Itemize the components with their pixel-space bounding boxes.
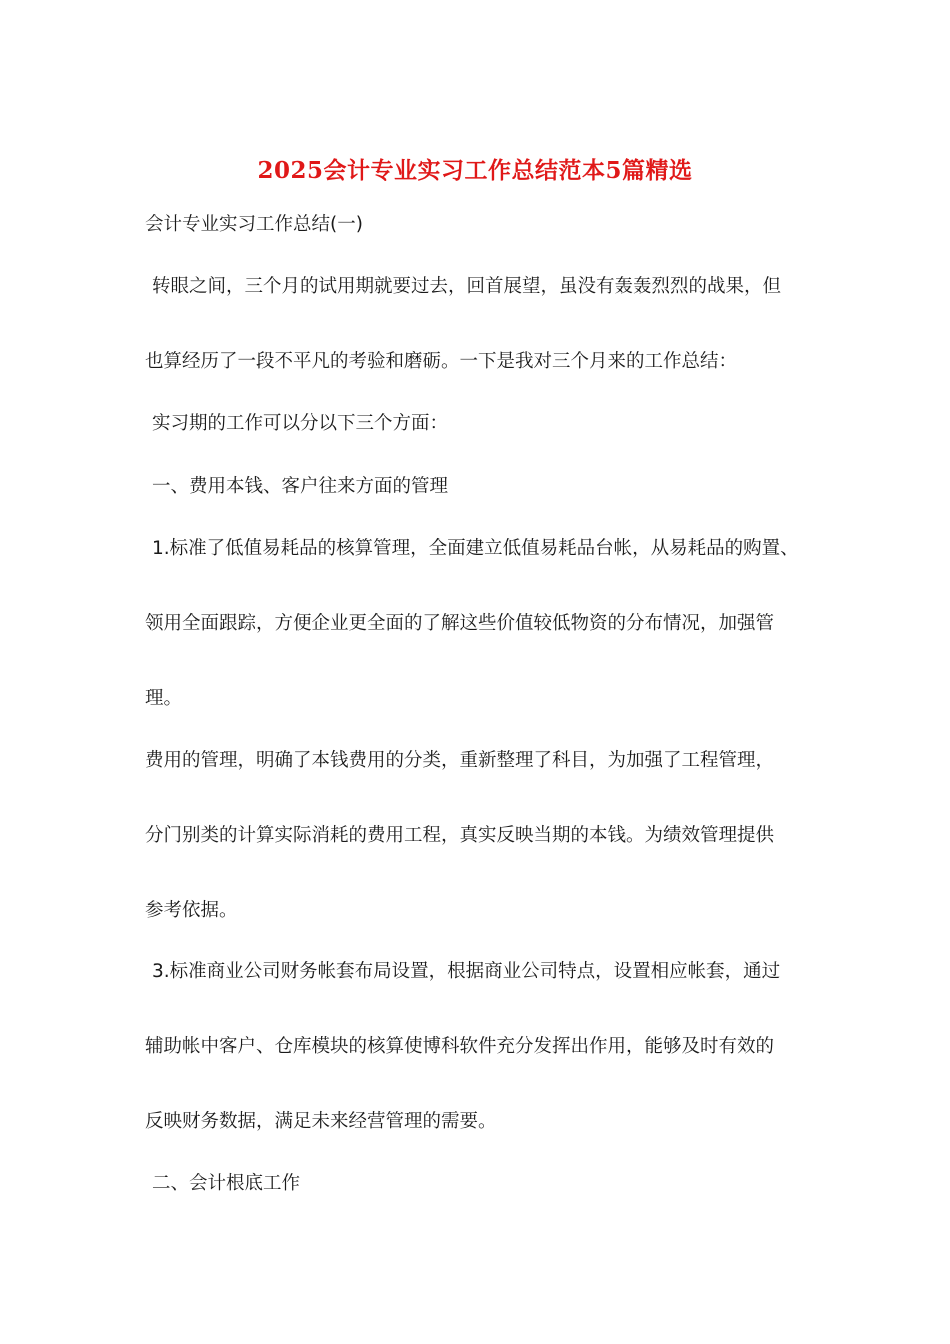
paragraph-line: 理。	[145, 688, 183, 709]
paragraph-line: 1.标准了低值易耗品的核算管理，全面建立低值易耗品台帐，从易耗品的购置、	[152, 538, 799, 559]
paragraph-line: 分门别类的计算实际消耗的费用工程，真实反映当期的本钱。为绩效管理提供	[145, 825, 775, 846]
paragraph-line: 转眼之间，三个月的试用期就要过去，回首展望，虽没有轰轰烈烈的战果，但	[152, 276, 782, 297]
paragraph-line: 领用全面跟踪，方便企业更全面的了解这些价值较低物资的分布情况，加强管	[145, 613, 775, 634]
paragraph-line: 也算经历了一段不平凡的考验和磨砺。一下是我对三个月来的工作总结：	[145, 351, 738, 372]
document-title: 2025会计专业实习工作总结范本5篇精选	[257, 157, 693, 184]
subsection-heading-1: 一、费用本钱、客户往来方面的管理	[152, 476, 449, 497]
paragraph-line: 实习期的工作可以分以下三个方面：	[152, 413, 449, 434]
paragraph-line: 辅助帐中客户、仓库模块的核算使博科软件充分发挥出作用，能够及时有效的	[145, 1036, 775, 1057]
paragraph-line: 参考依据。	[145, 900, 238, 921]
paragraph-line: 反映财务数据，满足未来经营管理的需要。	[145, 1111, 497, 1132]
paragraph-line: 3.标准商业公司财务帐套布局设置，根据商业公司特点，设置相应帐套，通过	[152, 961, 781, 982]
paragraph-line: 费用的管理，明确了本钱费用的分类，重新整理了科目，为加强了工程管理，	[145, 750, 775, 771]
section-heading-1: 会计专业实习工作总结(一)	[145, 214, 363, 235]
subsection-heading-2: 二、会计根底工作	[152, 1173, 301, 1194]
